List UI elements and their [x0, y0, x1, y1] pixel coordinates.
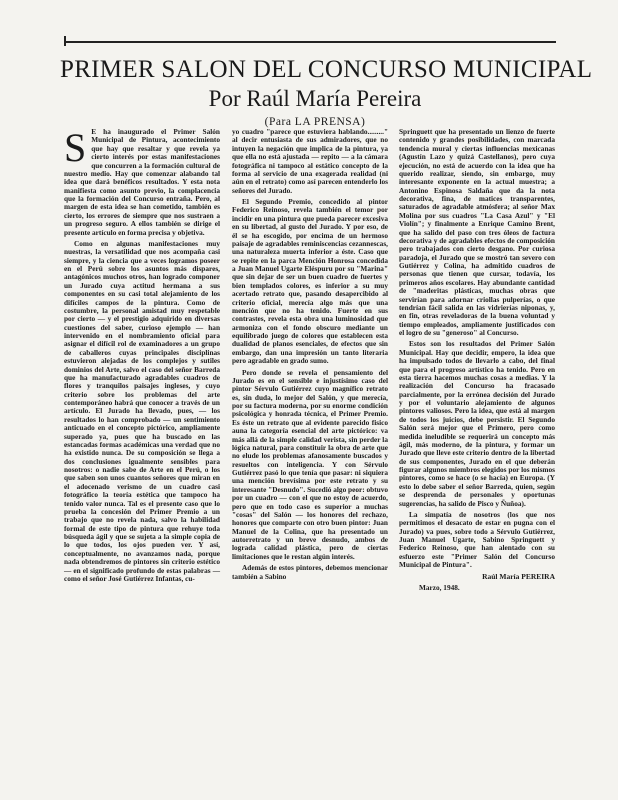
author-signature: Raúl María PEREIRA [482, 571, 555, 581]
top-rule [64, 41, 556, 43]
paragraph: Como en algunas manifestaciones muy nuestras, la versatilidad que nos acompaña casi siempre, y la ciencia que a veces logramos poseer en el Perú sobre los asuntos más dispares, antagónicos muchos otros, han logrado componer un Jurado cuya actitud hermana a sus componentes en su casi total alejamiento de los difíciles campos de la pintura. Como de costumbre, la personal amistad muy respetable por cierto — y el prestigio adquirido en diversas cuestiones del saber, curioso ejemplo — han intervenido en el nombramiento oficial para asignar el difícil rol de examinadores a un grupo de caballeros cuyas principales disciplinas estuvieron alejadas de los complejos y sutiles dominios del Arte, salvo el caso del señor Barreda que ha manufacturado agradables cuadros de flores y tranquilos paisajes ingleses, y cuyo criterio sobre los problemas del arte contemporáneo habrá que conocer a través de un artículo. El Jurado ha llevado, pues, — los resultados lo han comprobado — un sentimiento anticuado en el concepto pictórico, ampliamente superado ya, pues que ha buscado en las estancadas formas académicas una verdad que no ha existido nunca. De su composición se llega a dos conclusiones igualmente sensibles para nosotros: o nadie sabe de Arte en el Perú, o los que saben son unos cuantos señores que miran en el adocenado verismo de un cuadro casi fotográfico la teoría estética que tampoco ha tenido valor nunca. Tal es el presente caso que lo prueba la concesión del Primer Premio a un trabajo que no revela nada, salvo la habilidad formal de este tipo de pintura que rehuye toda búsqueda ágil y que se sujeta a la simple copia de lo que todos, los ojos pueden ver. Y así, conceptualmente, no avanzamos nada, porque nada obtendremos de pintores sin criterio estético — en el significado profundo de estas palabras — como el señor José Gutiérrez Infantas, cu- [64, 238, 220, 583]
paragraph [64, 125, 220, 237]
drop-cap: S [64, 125, 87, 170]
paragraph: La simpatía de nosotros (los que nos permitimos el desacato de estar en pugna con el Jurado) va pues, sobre todo a Sérvulo Gutiérrez, Juan Manuel Ugarte, Sabino Springuett y Federico Reinoso, que han alentado con su esfuerzo este "Primer Salón del Concurso Municipal de Pintura". [399, 509, 555, 570]
paragraph: Además de estos pintores, debemos mencionar también a Sabino [232, 563, 388, 581]
paragraph: Estos son los resultados del Primer Salón Municipal. Hay que decidir, empero, la idea que ha impulsado todos de llevarlo a cabo, del final que para el progreso artístico ha tenido. Pero en esta tierra hacemos muchas cosas a medias. Y la realización del Concurso ha fracasado parcialmente, por la errónea decisión del Jurado y por el voluntario alejamiento de algunos pintores valiosos. Pero la idea, que está al margen de todos los juicios, debe persistir. El Segundo Salón será mejor que el Primero, pero como medida ineludible se requerirá un concepto más ágil, más moderno, de la pintura, y formar un Jurado que lleve este criterio dentro de la libertad de sus componentes, Jurado en el que deberán figurar algunos miembros elegidos por los mismos pintores, como se hace (o se hacía) en Europa. (Y esto lo debe saber el señor Barreda, quien, según se desprenda de personales y oportunas sugerencias, ha salido de Pisco y Ñuñoa). [399, 339, 555, 508]
article-author: Por Raúl María Pereira [208, 86, 422, 111]
article-column-1 [64, 125, 220, 586]
article-source: (Para LA PRENSA) [264, 116, 366, 128]
article-date: Marzo, 1948. [419, 582, 460, 592]
paragraph-text: E ha inaugurado el Primer Salón Municipal de Pintura, acontecimiento que hay que resaltar y que revela ya cierto interés por estas manifestaciones que concurren a la formación cultural de nuestro medio. Hay que comenzar alabando tal idea que dará benéficos resultados. Y esta nota manifiesta como asunto previo, la complacencia que la formación del Concurso entraña. Pero, al margen de esta idea se han cometido, también es cierto, los errores de siempre que nos sustraen a un progreso seguro. A ellos también se dirige el presente artículo en forma precisa y objetiva. [64, 127, 220, 237]
article-column-2 [232, 128, 388, 584]
article-column-3 [399, 128, 555, 595]
paragraph: yo cuadro "parece que estuviera hablando........." al decir entusiasta de sus admiradores, que no intuyen la negación que implica de la pintura, ya que ella no está ajustada — repito — a la cámara fotográfica ni tampoco al estático concepto de la forma al servicio de una exagerada realidad (ni aún en el retrato) como así parecen entenderlo los señores del Jurado. [232, 127, 388, 195]
paragraph: Springuett que ha presentado un lienzo de fuerte contenido y grandes posibilidades, con marcada tendencia mural y ciertas influencias mexicanas (Agustín Lazo y quizá Castellanos), pero cuya ejecución, no está de acuerdo con la idea que ha querido realizar, siendo, sin embargo, muy interesante exponente en la actual muestra; a Antonino Espinosa Saldaña que da la nota decorativa, fina, de matices transparentes, saturados de agradable atmósfera; al señor Max Molina por sus cuadros "La Casa Azul" y "El Violín"; y finalmente a Enrique Camino Brent, que ha salido del paso con tres óleos de factura decorativa y de agradables efectos de composición pero trabajados con cierto desgano. Por curiosa paradoja, el Jurado que se mostró tan severo con Gutiérrez y Colina, ha admitido cuadros de personas que tienen que cursar, todavía, los primeros años escolares. Hay abundante cantidad de "maderitas plásticas, muchas obras que servirían para adornar criollas pulperías, o que tendrían fácil salida en las vidrierías niponas, y, en fin, otras reveladoras de la buena voluntad y tiempo empleados, ampliamente justificados con el logro de su "generoso" al Concurso. [399, 127, 555, 337]
paragraph: El Segundo Premio, concedido al pintor Federico Reinoso, revela también el temor por incidir en una pintura que pueda parecer excesiva en su libertad, al gusto del Jurado. Y por eso, de él se ha escogido, por encima de un hermoso paisaje de agradables reminiscencias cezannescas, una naturaleza muerta inferior a éste. Caso que se repite en la parca Mención Honrosa concedida a Juan Manuel Ugarte Eléspuru por su "Marina" que sin dejar de ser un buen cuadro de fuertes y bien templados colores, es inferior a su muy acertado retrato que, pasando desapercibido al criterio oficial, merecía algo más que una mención que no ha tenido. Fuerte en sus contrastes, revela esta obra una luminosidad que armoniza con el fondo obscuro mediante un equilibrado juego de colores que establecen esta dualidad de planos esenciales, de efectos que sin embargo, dan una impresión un tanto literaria pero agradable en grado sumo. [232, 197, 388, 366]
article-title: PRIMER SALON DEL CONCURSO MUNICIPAL [60, 56, 593, 83]
paragraph: Pero donde se revela el pensamiento del Jurado es en el sensible e injustísimo caso del pintor Sérvulo Gutiérrez cuyo magnífico retrato es, sin duda, lo mejor del Salón, y que merecía, por su factura moderna, por su enorme condición psicológica y honrada técnica, el Primer Premio. Es éste un retrato que al evidente parecido fisico auna la categoría esencial del arte pictórico: va más allá de la simple calidad verista, sin perder la lógica natural, para constituir la obra de arte que no elude los problemas afanosamente buscados y resueltos con inteligencia. Y con Sérvulo Gutiérrez pasó lo que tenía que pasar: ni siquiera una mención brevísima por este retrato y su interesante "Desnudo". Sucedió algo peor: obtuvo por un cuadro — con el que no estoy de acuerdo, pero que en todo caso es superior a muchas "cosas" del Salón — los honores del rechazo, honores que comparte con otro buen pintor: Juan Manuel de la Colina, que ha presentado un autorretrato y un breve desnudo, ambos de lograda calidad plástica, pero de ciertas limitaciones que le restan algún interés. [232, 367, 388, 561]
